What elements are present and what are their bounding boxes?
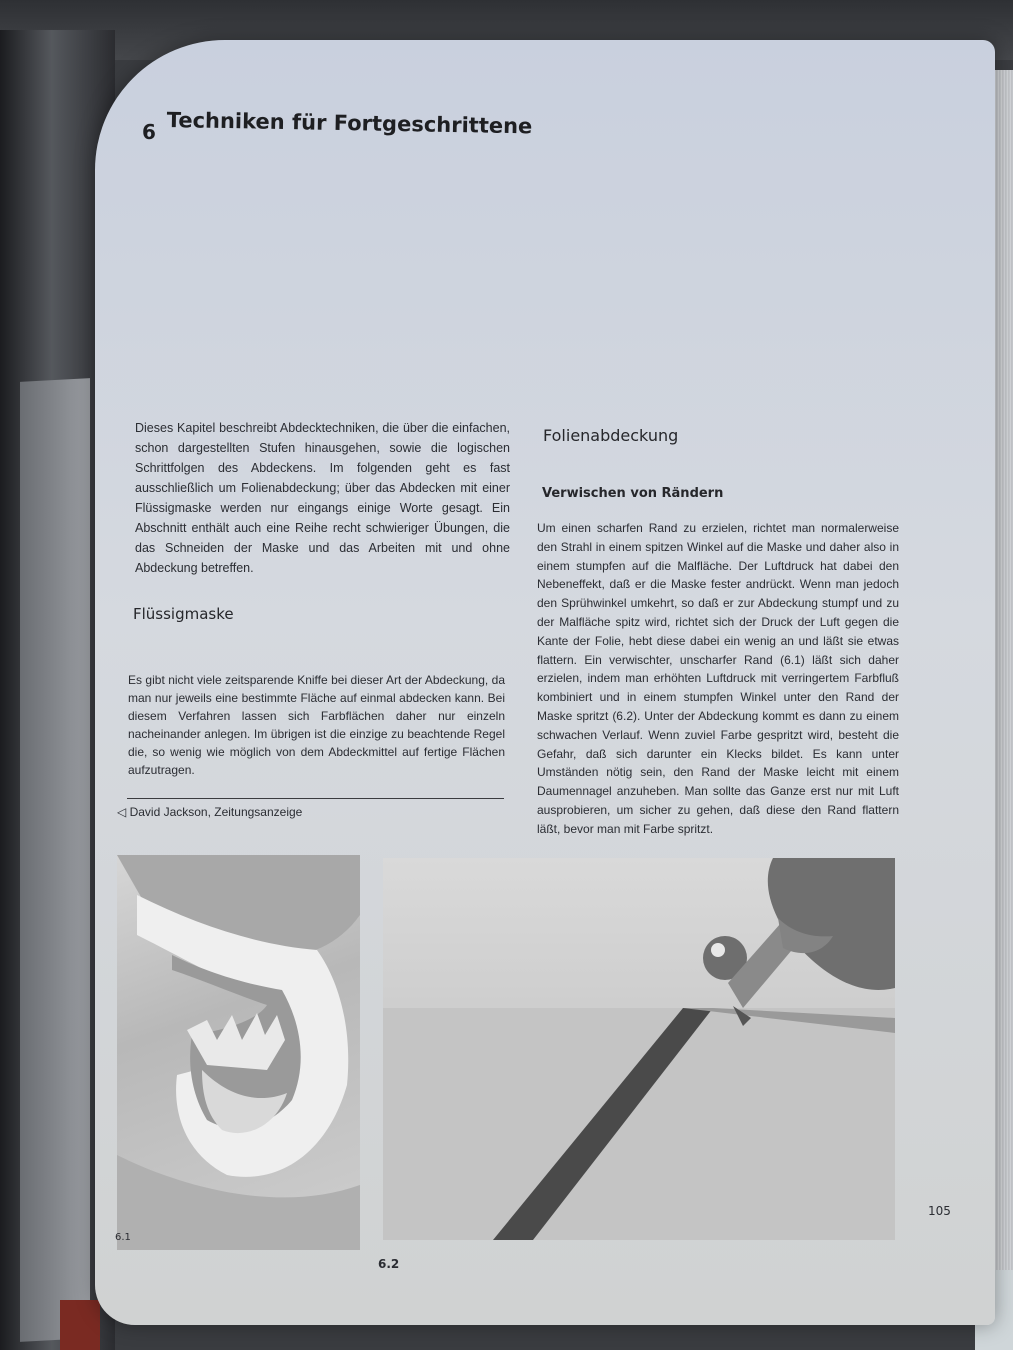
image-caption: ◁ David Jackson, Zeitungsanzeige xyxy=(117,805,303,819)
figure-label-6-2: 6.2 xyxy=(378,1257,400,1271)
figure-6-2-image xyxy=(383,858,895,1240)
section-heading-folienabdeckung: Folienabdeckung xyxy=(543,426,679,445)
chapter-title: Techniken für Fortgeschrittene xyxy=(166,108,533,139)
airbrush-photo xyxy=(383,858,895,1240)
mouth-illustration xyxy=(117,855,360,1250)
chapter-number: 6 xyxy=(142,120,156,144)
folienabdeckung-paragraph: Um einen scharfen Rand zu erzielen, richtet man normalerweise den Strahl in einem spitzen Winkel auf die Maske und daher also in einem stumpfen auf die Malfläche. Der Luftdruck hat dabei den Nebeneffekt, daß er die Maske fester andrückt. Wenn man jedoch den Sprühwinkel umkehrt, so daß er zur Abdeckung stumpf und zu der Malfläche spitz wird, richtet sich der Druck der Luft gegen die Kante der Folie, hebt diese dabei ein wenig an und läßt sie etwas flattern. Ein verwischter, unscharfer Rand (6.1) läßt sich daher erzielen, indem man erhöhten Luftdruck mit verringertem Farbfluß kombiniert und in einem stumpfen Winkel unter den Rand der Maske spritzt (6.2). Unter der Abdeckung kommt es dann zu einem schwachen Verlauf. Wenn zuviel Farbe gespritzt wird, besteht die Gefahr, daß sich darunter ein Klecks bildet. Es kann unter Umständen nötig sein, den Rand der Maske leicht mit einem Daumennagel anzuheben. Man sollte das Ganze erst nur mit Luft ausprobieren, um sicher zu gehen, daß diese den Rand flattern läßt, bevor man mit Farbe spritzt. xyxy=(537,521,899,836)
caption-rule xyxy=(127,798,504,799)
subheading-verwischen: Verwischen von Rändern xyxy=(542,486,724,501)
page-number: 105 xyxy=(928,1204,951,1218)
section-heading-fluessigmaske: Flüssigmaske xyxy=(133,605,234,623)
intro-paragraph: Dieses Kapitel beschreibt Abdecktechniken, die über die einfachen, schon dargestellten Stufen hinausgehen, sowie die logischen Schrittfolgen des Abdeckens. Im folgenden geht es fast ausschließlich um Folienabdeckung; über das Abdecken mit einer Flüssigmaske werden nur eingangs einige Worte gesagt. Ein Abschnitt enthält auch eine Reihe recht schwieriger Übungen, die das Schneiden der Maske und das Arbeiten mit und ohne Abdeckung betreffen. xyxy=(135,421,510,575)
left-page-edge xyxy=(20,378,90,1342)
book-spine-edge xyxy=(60,1300,100,1350)
figure-6-1-image xyxy=(117,855,360,1250)
figure-label-6-1: 6.1 xyxy=(115,1232,131,1243)
fluessigmaske-paragraph: Es gibt nicht viele zeitsparende Kniffe bei dieser Art der Abdeckung, da man nur jeweils eine bestimmte Fläche auf einmal abdecken kann. Bei diesem Verfahren lassen sich Farbflächen daher nur einzeln nacheinander anlegen. Im übrigen ist die einzige zu beachtende Regel die, so wenig wie möglich von dem Abdeckmittel auf fertige Flächen aufzutragen. xyxy=(128,673,505,777)
